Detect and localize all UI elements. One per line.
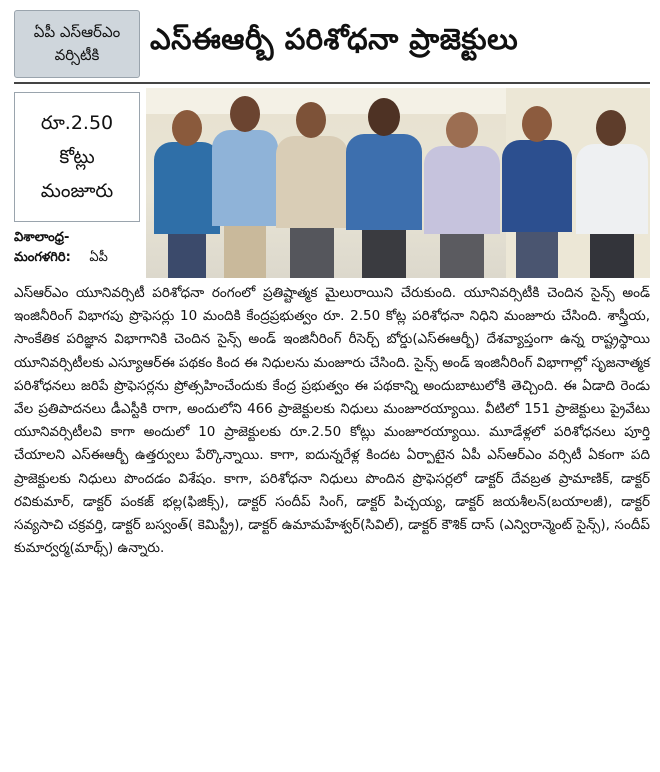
highlight-unit: కోట్లు — [59, 146, 95, 168]
group-photo — [146, 88, 650, 278]
kicker-box — [14, 10, 140, 78]
highlight-status: మంజూరు — [40, 180, 114, 202]
person-7 — [574, 102, 650, 278]
dateline-city: మంగళగిరి: — [14, 250, 71, 265]
headline-rule — [14, 82, 650, 84]
kicker-line-1: ఏపీ ఎస్ఆర్ఎం — [33, 23, 121, 41]
highlight-box — [14, 92, 140, 222]
kicker-line-2: వర్సిటీకి — [54, 46, 100, 64]
lead-in: ఏపీ — [89, 250, 108, 265]
article-body — [14, 282, 650, 560]
person-4 — [344, 92, 424, 278]
headline: ఎస్ఈఆర్బీ పరిశోధనా ప్రాజెక్టులు — [150, 22, 519, 56]
dateline — [14, 228, 142, 268]
article-text: ఎస్ఆర్ఎం యూనివర్సిటీ పరిశోధనా రంగంలో ప్రతిష్టాత్మక మైలురాయిని చేరుకుంది. యూనివర్సిటీకి చెందిన సైన్స్ అండ్ ఇంజినీరింగ్ విభాగపు ప్రొఫెసర్లు 10 మందికి కేంద్రప్రభుత్వం రూ. 2.50 కోట్ల పరిశోధనా నిధిని మంజూరు చేసింది. శాస్త్రీయ, సాంకేతిక పరిజ్ఞాన విభాగానికి చెందిన సైన్స్ అండ్ ఇంజినీరింగ్ రీసెర్చ్ బోర్డు(ఎస్ఈఆర్బీ) దేశవ్యాప్తంగా ఉన్న రాష్ట్రస్థాయి యూనివర్సిటీలకు ఎస్యూఆర్ఈ పథకం కింద ఈ నిధులను మంజూరు చేసింది. సైన్స్ అండ్ ఇంజినీరింగ్ విభాగాల్లో సృజనాత్మక పరిశోధనలు జరిపే ప్రొఫెసర్లను ప్రోత్సహించేందుకు కేంద్ర ప్రభుత్వం ఈ పథకాన్ని అందుబాటులోకి తెచ్చింది. ఈ ఏడాది రెండు వేల ప్రతిపాదనలు డీఎస్టీకి రాగా, అందులోని 466 ప్రాజెక్టులకు నిధులు మంజూరయ్యాయి. వీటిలో 151 ప్రాజెక్టులు ప్రైవేటు యూనివర్సిటీలవి కాగా అందులో 10 ప్రాజెక్టులకు రూ.2.50 కోట్లు మంజూరయ్యాయి. మూడేళ్లలో పరిశోధనలు పూర్తి చేయాలని ఎస్ఈఆర్బీ ఉత్తర్వులు పేర్కొన్నాయి. కాగా, ఐదున్నరేళ్ల కిందట ఏర్పాటైన ఏపీ ఎస్ఆర్ఎం వర్సిటీ ఏకంగా పది ప్రాజెక్టులకు నిధులు పొందడం విశేషం. కాగా, పరిశోధనా నిధులు పొందిన ప్రొఫెసర్లలో డాక్టర్ దేవబ్రత ప్రామాణిక్, డాక్టర్ రవికుమార్, డాక్టర్ పంకజ్ భల్ల(ఫిజిక్స్), డాక్టర్ సందీప్ సింగ్, డాక్టర్ పిచ్చయ్య, డాక్టర్ జయశీలన్(బయాలజీ), డాక్టర్ సవ్యసాచి చక్రవర్తి, డాక్టర్ బస్వంత్( కెమిస్ట్రీ), డాక్టర్ ఉమామహేశ్వర్(సివిల్), డాక్టర్ కౌశిక్ దాస్ (ఎన్విరాన్మెంట్ సైన్స్), సందీప్ కుమార్వర్మ(మాథ్స్) ఉన్నారు. — [14, 285, 650, 557]
person-5 — [422, 102, 502, 278]
person-6 — [500, 98, 574, 278]
person-2 — [210, 90, 280, 278]
dateline-place — [14, 248, 142, 268]
dateline-paper: విశాలాంధ్ర- — [14, 230, 70, 245]
person-3 — [274, 94, 350, 278]
highlight-amount: రూ.2.50 — [40, 112, 114, 134]
